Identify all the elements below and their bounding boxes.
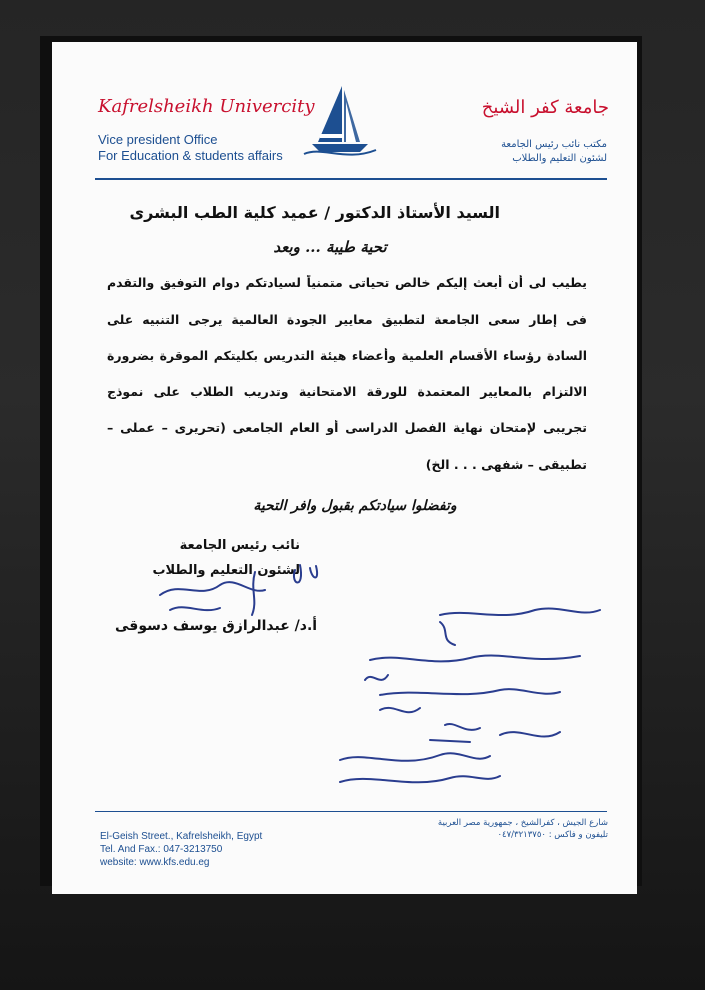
greeting: تحية طيبة ... وبعد	[273, 238, 387, 256]
footer-address-ar	[438, 817, 608, 841]
footer-divider	[95, 811, 607, 812]
sailboat-logo-icon	[298, 82, 382, 162]
office-name-en	[98, 132, 283, 164]
body-line: تجريبى لإمتحان نهاية الفصل الدراسى أو العام الجامعى (تحريرى – عملى –	[107, 420, 587, 435]
office-name-ar	[501, 138, 607, 166]
footer-street: El-Geish Street., Kafrelsheikh, Egypt	[100, 831, 263, 842]
body-line: السادة رؤساء الأقسام العلمية وأعضاء هيئة التدريس بكليتكم الموقرة بضرورة	[107, 348, 587, 363]
handwritten-annotations	[140, 560, 610, 810]
university-name-en: Kafrelsheikh Univercity	[98, 96, 315, 117]
body-line: فى إطار سعى الجامعة لتطبيق معايير الجودة العالمية يرجى التنبيه على	[107, 312, 587, 327]
body-line: الالتزام بالمعايير المعتمدة للورقة الامتحانية وتدريب الطلاب على نموذج	[107, 384, 587, 399]
office-line-1: Vice president Office	[98, 132, 218, 147]
footer-phone-ar: تليفون و فاكس : ٠٤٧/٣٢١٣٧٥٠	[497, 830, 608, 840]
university-name-ar: جامعة كفر الشيخ	[481, 97, 609, 118]
signatory-title: نائب رئيس الجامعة	[179, 538, 300, 553]
office-line-2: For Education & students affairs	[98, 148, 283, 163]
office-ar-line-1: مكتب نائب رئيس الجامعة	[501, 139, 607, 150]
footer-phone: Tel. And Fax.: 047-3213750	[100, 844, 223, 855]
signatory-name: أ.د/ عبدالرازق يوسف دسوقى	[115, 618, 318, 634]
footer-street-ar: شارع الجيش ، كفرالشيخ ، جمهورية مصر العربية	[437, 818, 608, 828]
header-divider	[95, 178, 607, 180]
addressee: السيد الأستاذ الدكتور / عميد كلية الطب البشرى	[129, 203, 500, 222]
signatory-department: لشئون التعليم والطلاب	[152, 563, 300, 578]
footer-address-en	[100, 830, 262, 869]
office-ar-line-2: لشئون التعليم والطلاب	[512, 153, 607, 164]
footer-website: website: www.kfs.edu.eg	[100, 857, 210, 868]
body-line: يطيب لى أن أبعث إليكم خالص تحياتى متمنياً لسيادتكم دوام التوفيق والتقدم	[107, 275, 587, 290]
body-line: تطبيقى – شفهى . . . الخ)	[425, 457, 587, 472]
closing-phrase: وتفضلوا سيادتكم بقبول وافر التحية	[253, 498, 457, 514]
